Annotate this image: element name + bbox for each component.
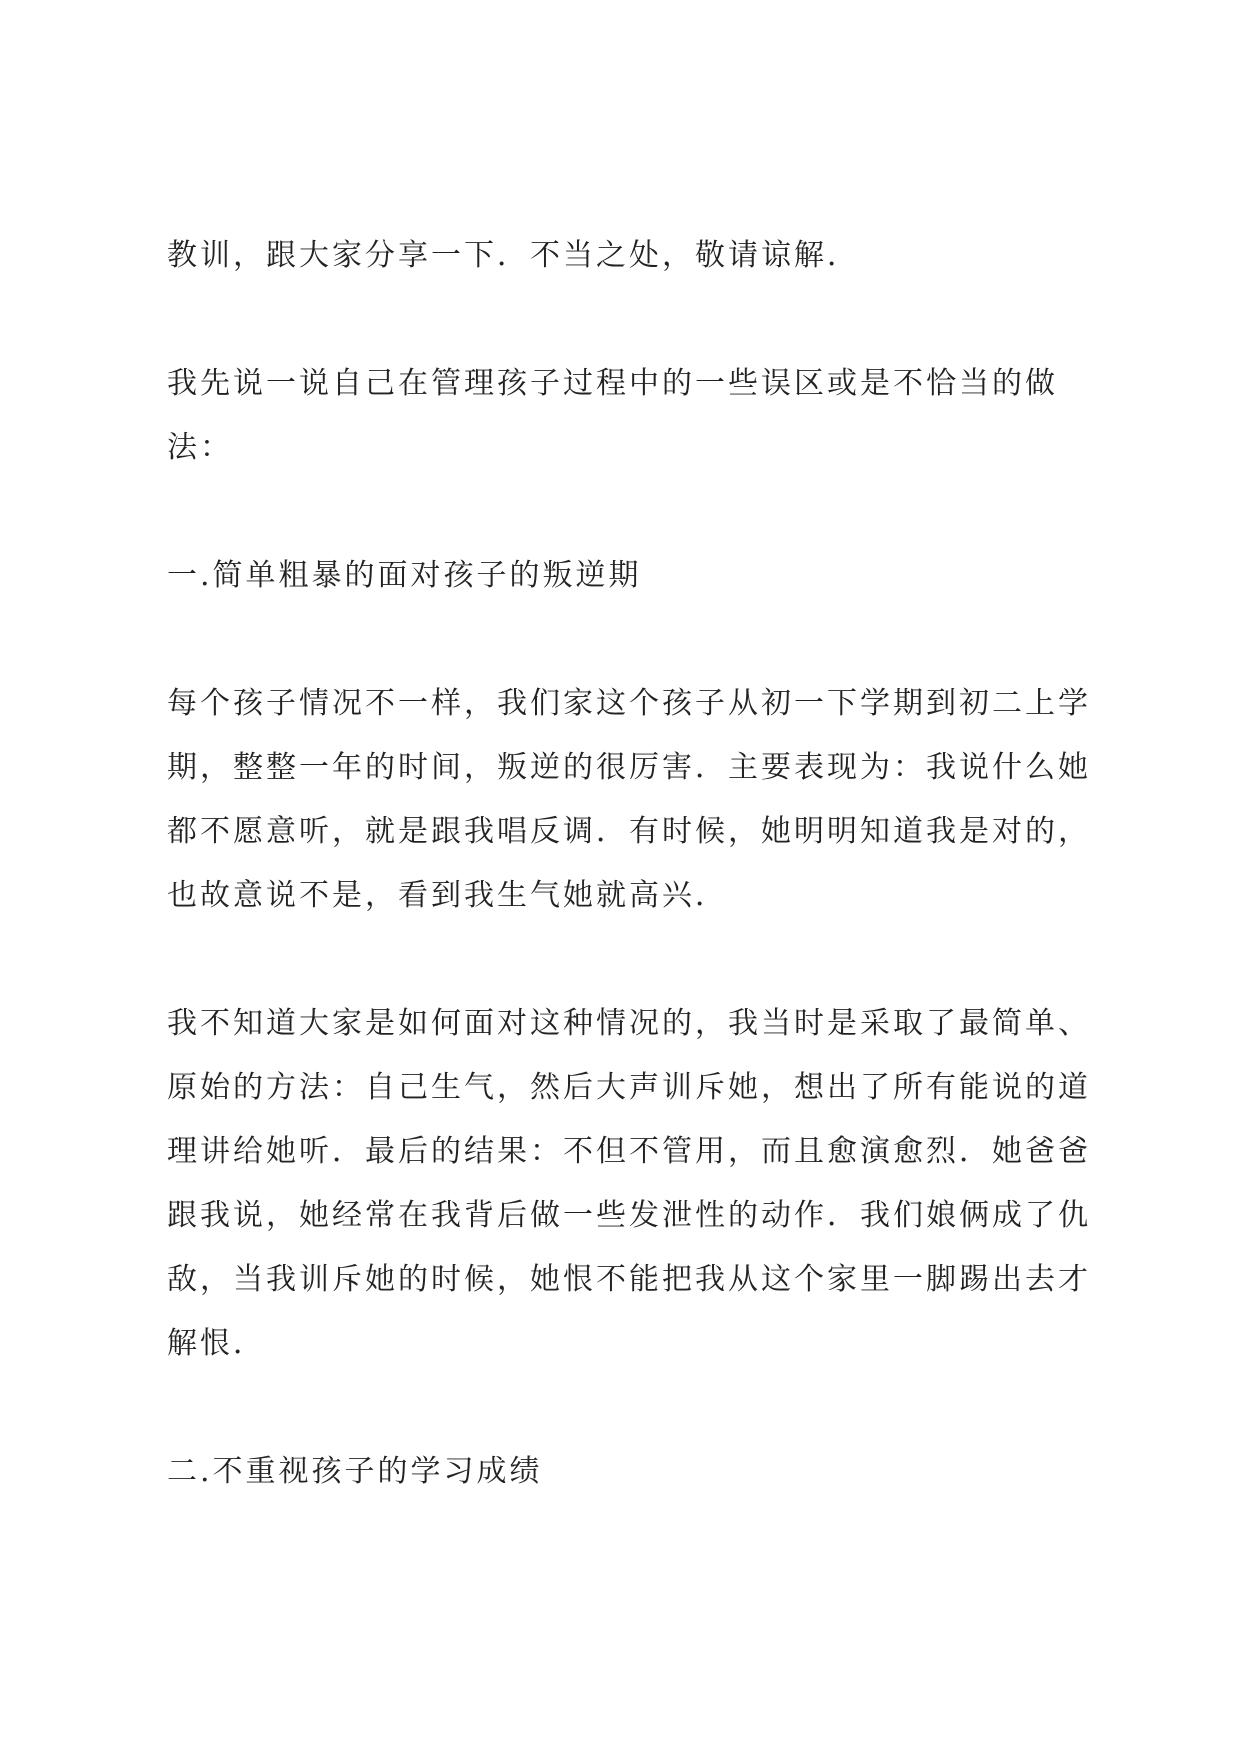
text-line: 每个孩子情况不一样，我们家这个孩子从初一下学期到初二上学 — [167, 686, 1091, 721]
text-line: 都不愿意听，就是跟我唱反调．有时候，她明明知道我是对的， — [167, 814, 1091, 849]
paragraph-response — [167, 992, 1097, 1376]
text-line: 原始的方法：自己生气，然后大声训斥她，想出了所有能说的道 — [167, 1070, 1091, 1105]
text-line: 跟我说，她经常在我背后做一些发泄性的动作．我们娘俩成了仇 — [167, 1198, 1091, 1233]
paragraph-mistakes-intro — [167, 352, 1097, 480]
section-heading-2 — [167, 1440, 1097, 1504]
text-line: 解恨． — [167, 1326, 266, 1361]
text-line: 法： — [167, 430, 233, 465]
section-heading-1 — [167, 544, 1097, 608]
text-line: 二.不重视孩子的学习成绩 — [167, 1454, 543, 1489]
text-line: 一.简单粗暴的面对孩子的叛逆期 — [167, 558, 642, 593]
text-line: 理讲给她听．最后的结果：不但不管用，而且愈演愈烈．她爸爸 — [167, 1134, 1091, 1169]
text-line: 我先说一说自己在管理孩子过程中的一些误区或是不恰当的做 — [167, 366, 1058, 401]
text-line: 教训，跟大家分享一下．不当之处，敬请谅解． — [167, 238, 860, 273]
text-line: 敌，当我训斥她的时候，她恨不能把我从这个家里一脚踢出去才 — [167, 1262, 1091, 1297]
text-line: 也故意说不是，看到我生气她就高兴． — [167, 878, 728, 913]
document-body — [167, 224, 1097, 1568]
text-line: 期，整整一年的时间，叛逆的很厉害．主要表现为：我说什么她 — [167, 750, 1091, 785]
text-line: 我不知道大家是如何面对这种情况的，我当时是采取了最简单、 — [167, 1006, 1091, 1041]
paragraph-lesson-intro — [167, 224, 1097, 288]
paragraph-rebellion — [167, 672, 1097, 928]
